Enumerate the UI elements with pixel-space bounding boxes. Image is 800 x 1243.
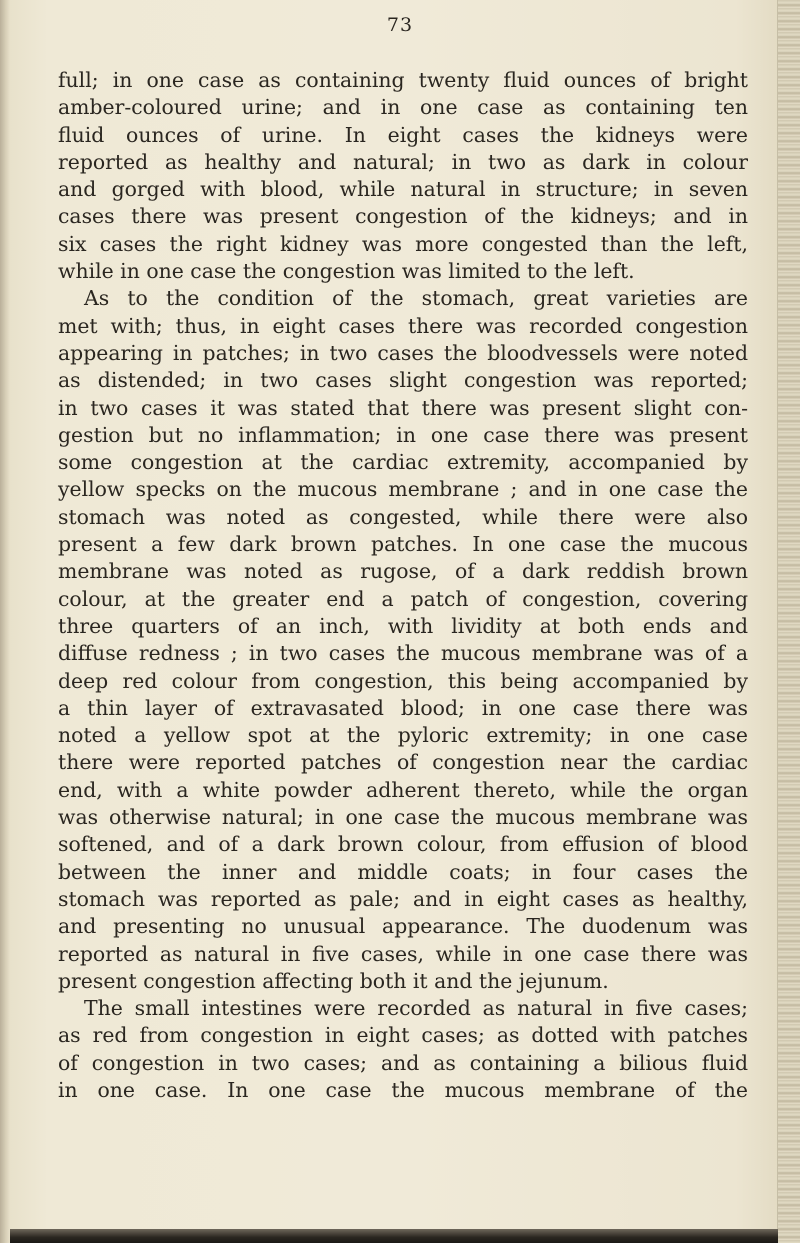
- text-line: reported as healthy and natural; in two as dark in colour: [58, 149, 748, 174]
- text-line: was otherwise natural; in one case the mucous membrane was: [58, 805, 748, 830]
- text-line: colour, at the greater end a patch of congestion, covering: [58, 586, 748, 611]
- text-line: end, with a white powder adherent thereto, while the organ: [58, 777, 748, 802]
- text-line: appearing in patches; in two cases the bloodvessels were noted: [58, 340, 748, 365]
- text-line: cases there was present congestion of the kidneys; and in: [58, 204, 748, 229]
- text-line: As to the condition of the stomach, great varieties are: [84, 286, 748, 311]
- text-line: stomach was noted as congested, while there were also: [58, 504, 748, 529]
- text-line: as red from congestion in eight cases; as dotted with patches: [58, 1023, 748, 1048]
- text-line: in two cases it was stated that there was present slight con-: [58, 395, 748, 420]
- text-line: amber-coloured urine; and in one case as containing ten: [58, 95, 748, 120]
- text-line: and presenting no unusual appearance. The duodenum was: [58, 914, 748, 939]
- page-edge-stack: [777, 0, 800, 1243]
- text-line: stomach was reported as pale; and in eight cases as healthy,: [58, 886, 748, 911]
- text-line: and gorged with blood, while natural in structure; in seven: [58, 177, 748, 202]
- text-line: six cases the right kidney was more congested than the left,: [58, 231, 748, 256]
- text-line: as distended; in two cases slight congestion was reported;: [58, 368, 748, 393]
- text-line: some congestion at the cardiac extremity, accompanied by: [58, 450, 748, 475]
- text-line: between the inner and middle coats; in four cases the: [58, 859, 748, 884]
- text-line: yellow specks on the mucous membrane ; and in one case the: [58, 477, 748, 502]
- text-line: full; in one case as containing twenty fluid ounces of bright: [58, 68, 748, 92]
- text-line: of congestion in two cases; and as containing a bilious fluid: [58, 1050, 748, 1075]
- text-line: a thin layer of extravasated blood; in one case there was: [58, 695, 748, 720]
- text-line: present congestion affecting both it and the jejunum.: [58, 968, 609, 993]
- body-text: [58, 67, 748, 1104]
- text-line: The small intestines were recorded as natural in five cases;: [84, 996, 748, 1021]
- text-line: diffuse redness ; in two cases the mucous membrane was of a: [58, 641, 748, 666]
- text-line: in one case. In one case the mucous membrane of the: [58, 1077, 748, 1102]
- text-line: fluid ounces of urine. In eight cases the kidneys were: [58, 122, 748, 147]
- page-bottom-edge: [10, 1229, 778, 1243]
- text-line: softened, and of a dark brown colour, from effusion of blood: [58, 832, 748, 857]
- page-gutter-shadow: [0, 0, 10, 1243]
- text-line: reported as natural in five cases, while in one case there was: [58, 941, 748, 966]
- text-line: present a few dark brown patches. In one case the mucous: [58, 532, 748, 557]
- text-line: met with; thus, in eight cases there was recorded congestion: [58, 313, 748, 338]
- text-line: while in one case the congestion was limited to the left.: [58, 259, 635, 284]
- text-line: noted a yellow spot at the pyloric extremity; in one case: [58, 723, 748, 748]
- page-number: 73: [386, 14, 414, 36]
- text-line: gestion but no inflammation; in one case there was present: [58, 422, 748, 447]
- text-line: there were reported patches of congestion near the cardiac: [58, 750, 748, 775]
- text-line: deep red colour from congestion, this being accompanied by: [58, 668, 748, 693]
- text-line: three quarters of an inch, with lividity at both ends and: [58, 613, 748, 638]
- text-line: membrane was noted as rugose, of a dark reddish brown: [58, 559, 748, 584]
